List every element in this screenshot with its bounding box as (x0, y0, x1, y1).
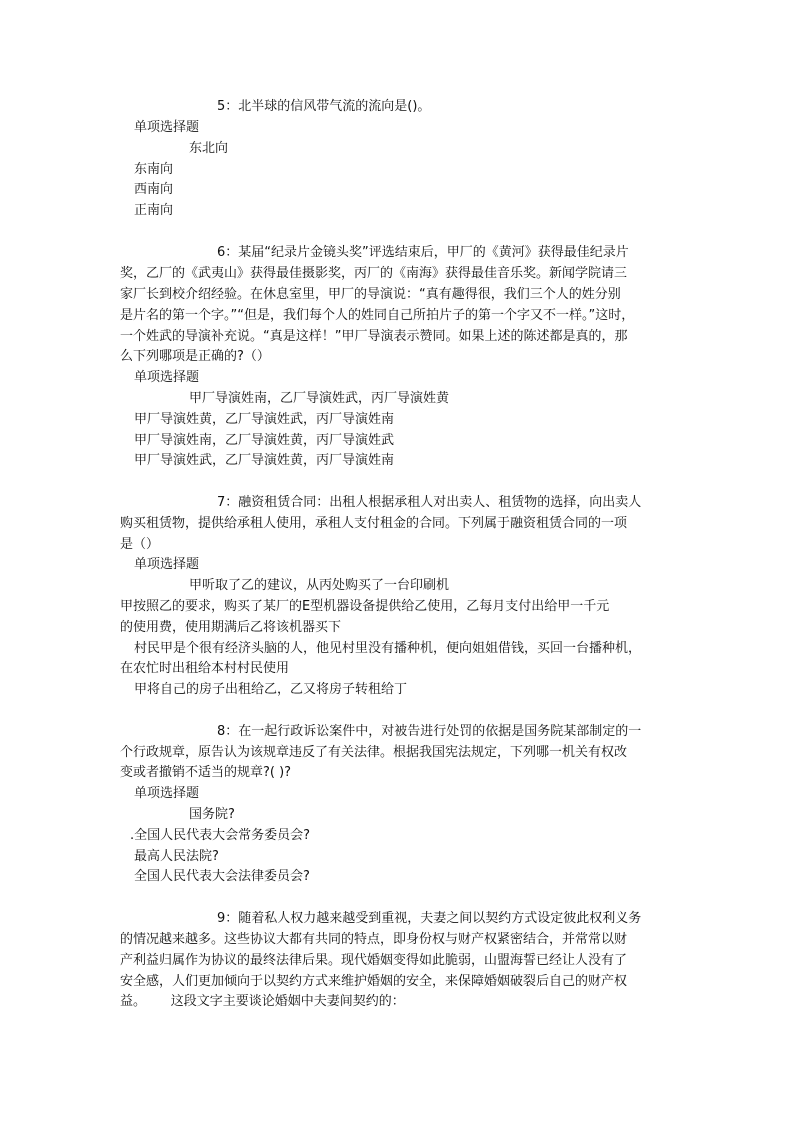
question-stem: 是片名的第一个字。”“但是，我们每个人的姓同自己所拍片子的第一个字又不一样。”这时， (120, 308, 635, 323)
question-stem: 一个姓武的导演补充说。“真是这样！”甲厂导演表示赞同。如果上述的陈述都是真的，那 (120, 329, 628, 344)
question-stem: 产利益归属作为协议的最终法律后果。现代婚姻变得如此脆弱，山盟海誓已经让人没有了 (120, 953, 628, 968)
option-text: 国务院? (189, 807, 235, 822)
question-stem: 变或者撤销不适当的规章?( )? (120, 765, 292, 780)
question-stem: 6：某届“纪录片金镜头奖”评选结束后，甲厂的《黄河》获得最佳纪录片 (217, 245, 629, 260)
option-text: 甲按照乙的要求，购买了某厂的E型机器设备提供给乙使用，乙每月支付出给甲一千元 (120, 599, 610, 614)
question-type: 单项选择题 (134, 557, 200, 572)
option-text: 甲厂导演姓武，乙厂导演姓黄，丙厂导演姓南 (134, 453, 395, 468)
option-text: 甲听取了乙的建议，从丙处购买了一台印刷机 (189, 578, 450, 593)
option-text: 东南向 (134, 162, 174, 177)
option-text: 西南向 (134, 182, 174, 197)
question-stem: 的情况越来越多。这些协议大都有共同的特点，即身份权与财产权紧密结合，并常常以财 (120, 932, 628, 947)
question-stem: 7：融资租赁合同：出租人根据承租人对出卖人、租赁物的选择，向出卖人 (217, 495, 642, 510)
question-stem: 益。 这段文字主要谈论婚姻中夫妻间契约的： (120, 994, 405, 1009)
question-stem: 安全感，人们更加倾向于以契约方式来维护婚姻的安全，来保障婚姻破裂后自己的财产权 (120, 974, 628, 989)
option-text: 村民甲是个很有经济头脑的人，他见村里没有播种机，便向姐姐借钱，买回一台播种机， (134, 641, 642, 656)
option-text: 的使用费，使用期满后乙将该机器买下 (120, 620, 342, 635)
question-type: 单项选择题 (134, 370, 200, 385)
option-text: 甲厂导演姓南，乙厂导演姓黄，丙厂导演姓武 (134, 433, 395, 448)
option-text: 甲厂导演姓南，乙厂导演姓武，丙厂导演姓黄 (189, 391, 450, 406)
question-stem: 是（） (120, 537, 160, 552)
option-text: 甲将自己的房子出租给乙，乙又将房子转租给丁 (134, 682, 408, 697)
question-stem: 8：在一起行政诉讼案件中，对被告进行处罚的依据是国务院某部制定的一 (217, 724, 642, 739)
option-text: 全国人民代表大会法律委员会? (134, 869, 310, 884)
question-stem: 么下列哪项是正确的?（） (120, 349, 270, 364)
option-text: 正南向 (134, 203, 174, 218)
option-text: 东北向 (189, 141, 229, 156)
question-stem: 个行政规章，原告认为该规章违反了有关法律。根据我国宪法规定，下列哪一机关有权改 (120, 745, 628, 760)
question-stem: 9：随着私人权力越来越受到重视，夫妻之间以契约方式设定彼此权利义务 (217, 911, 642, 926)
option-text: 最高人民法院? (134, 849, 219, 864)
question-stem: 5：北半球的信风带气流的流向是()。 (217, 99, 431, 114)
question-type: 单项选择题 (134, 120, 200, 135)
option-text: 甲厂导演姓黄，乙厂导演姓武，丙厂导演姓南 (134, 412, 395, 427)
option-text: 在农忙时出租给本村村民使用 (120, 661, 290, 676)
question-stem: 家厂长到校介绍经验。在休息室里，甲厂的导演说：“真有趣得很，我们三个人的姓分别 (120, 287, 621, 302)
option-text: .全国人民代表大会常务委员会? (130, 828, 311, 843)
question-stem: 奖，乙厂的《武夷山》获得最佳摄影奖，丙厂的《南海》获得最佳音乐奖。新闻学院请三 (120, 266, 628, 281)
question-type: 单项选择题 (134, 786, 200, 801)
question-stem: 购买租赁物，提供给承租人使用，承租人支付租金的合同。下列属于融资租赁合同的一项 (120, 516, 628, 531)
